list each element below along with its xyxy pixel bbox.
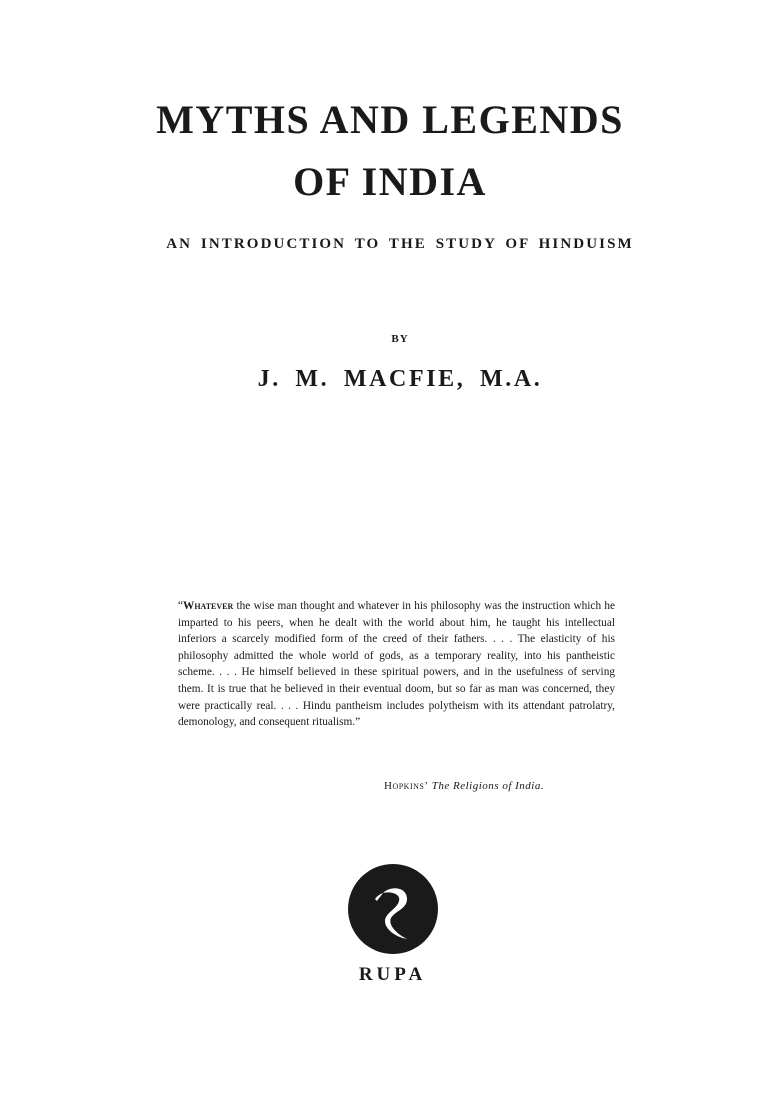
title-line-2: OF INDIA [293, 159, 487, 204]
publisher-name: RUPA [358, 964, 427, 985]
attribution-work: The Religions of India. [431, 780, 545, 792]
attribution-author: Hopkins’ [384, 780, 429, 792]
logo-circle [348, 864, 438, 954]
title-line-1: MYTHS AND LEGENDS [156, 97, 624, 142]
epigraph-text: the wise man thought and whatever in his philosophy was the instruction which he imparted to his peers, when he dealt with the world about him, he taught his intellectual inferiors a scarcely modified form of the creed of their fathers. . . . The elasticity of his philosophy admitted the whole world of gods, as a temporary reality, into his pantheistic scheme. . . . He himself believed in these spiritual powers, and in the usefulness of serving them. It is true that he believed in their eventual doom, but so far as man was concerned, they were practically real. . . . Hindu pantheism includes polytheism with its attendant patrolatry, demonology, and consequent ritualism.” [178, 600, 615, 729]
epigraph-attribution [384, 780, 544, 792]
epigraph-quote [178, 598, 615, 731]
epigraph-open-quote: “ [178, 600, 184, 612]
epigraph-lead-word: Whatever [183, 600, 234, 612]
rupa-logo-icon [347, 863, 439, 955]
subtitle: AN INTRODUCTION TO THE STUDY OF HINDUISM [166, 236, 634, 252]
author-name: J. M. MACFIE, M.A. [257, 366, 543, 392]
by-label: BY [391, 333, 409, 345]
